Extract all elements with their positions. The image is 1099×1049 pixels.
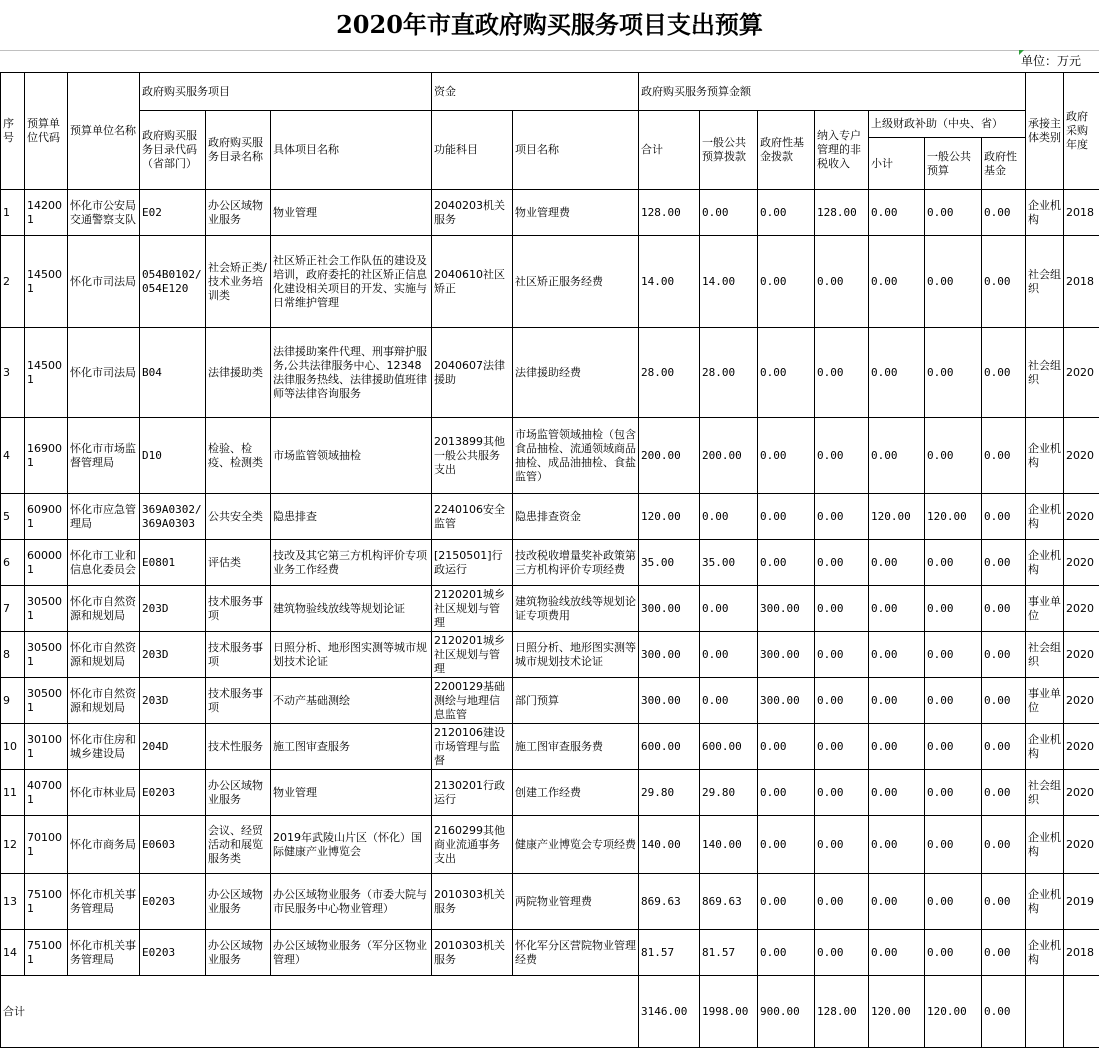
cell-unit-name: 怀化市自然资源和规划局 xyxy=(68,678,140,724)
cell-project-name: 怀化军分区营院物业管理经费 xyxy=(513,930,639,976)
cell-seq: 4 xyxy=(1,418,25,494)
cell-project: 隐患排查 xyxy=(271,494,432,540)
cell-general: 869.63 xyxy=(700,874,758,930)
header-superior-group: 上级财政补助（中央、省） xyxy=(869,111,1026,138)
cell-fund: 0.00 xyxy=(758,494,815,540)
cell-fund: 300.00 xyxy=(758,632,815,678)
cell-nontax: 0.00 xyxy=(815,816,869,874)
cell-subtotal: 0.00 xyxy=(869,418,925,494)
cell-sup-general: 0.00 xyxy=(925,770,982,816)
header-non-tax: 纳入专户管理的非税收入 xyxy=(815,111,869,190)
header-project-name: 项目名称 xyxy=(513,111,639,190)
cell-total: 14.00 xyxy=(639,236,700,328)
cell-fund: 0.00 xyxy=(758,724,815,770)
totals-sup-fund: 0.00 xyxy=(982,976,1026,1048)
header-gov-fund: 政府性基金拨款 xyxy=(758,111,815,190)
cell-dir-code: 204D xyxy=(140,724,206,770)
cell-undertaker: 企业机构 xyxy=(1026,930,1064,976)
cell-subtotal: 120.00 xyxy=(869,494,925,540)
cell-sup-general: 120.00 xyxy=(925,494,982,540)
cell-unit-code: 407001 xyxy=(25,770,68,816)
cell-sup-general: 0.00 xyxy=(925,190,982,236)
cell-undertaker: 社会组织 xyxy=(1026,328,1064,418)
cell-year: 2020 xyxy=(1064,328,1099,418)
cell-nontax: 0.00 xyxy=(815,494,869,540)
cell-unit-name: 怀化市机关事务管理局 xyxy=(68,874,140,930)
cell-func-subject: 2040610社区矫正 xyxy=(432,236,513,328)
cell-unit-code: 301001 xyxy=(25,724,68,770)
cell-project: 不动产基础测绘 xyxy=(271,678,432,724)
cell-sup-general: 0.00 xyxy=(925,586,982,632)
cell-general: 200.00 xyxy=(700,418,758,494)
cell-sup-fund: 0.00 xyxy=(982,930,1026,976)
cell-project-name: 法律援助经费 xyxy=(513,328,639,418)
cell-year: 2020 xyxy=(1064,586,1099,632)
cell-subtotal: 0.00 xyxy=(869,586,925,632)
cell-sup-general: 0.00 xyxy=(925,632,982,678)
cell-dir-code: E0801 xyxy=(140,540,206,586)
cell-sup-fund: 0.00 xyxy=(982,816,1026,874)
cell-project: 技改及其它第三方机构评价专项业务工作经费 xyxy=(271,540,432,586)
cell-fund: 0.00 xyxy=(758,418,815,494)
cell-subtotal: 0.00 xyxy=(869,678,925,724)
cell-sup-general: 0.00 xyxy=(925,328,982,418)
cell-seq: 13 xyxy=(1,874,25,930)
cell-project: 办公区域物业服务（市委大院与市民服务中心物业管理） xyxy=(271,874,432,930)
header-func-subject: 功能科目 xyxy=(432,111,513,190)
cell-sup-general: 0.00 xyxy=(925,874,982,930)
cell-project-name: 施工图审查服务费 xyxy=(513,724,639,770)
cell-general: 140.00 xyxy=(700,816,758,874)
header-group-project: 政府购买服务项目 xyxy=(140,73,432,111)
cell-seq: 12 xyxy=(1,816,25,874)
cell-subtotal: 0.00 xyxy=(869,930,925,976)
cell-dir-code: 054B0102/054E120 xyxy=(140,236,206,328)
table-row xyxy=(1,236,1099,328)
cell-dir-name: 技术性服务 xyxy=(206,724,271,770)
cell-seq: 7 xyxy=(1,586,25,632)
cell-seq: 5 xyxy=(1,494,25,540)
cell-unit-code: 701001 xyxy=(25,816,68,874)
cell-year: 2018 xyxy=(1064,236,1099,328)
cell-seq: 3 xyxy=(1,328,25,418)
cell-seq: 9 xyxy=(1,678,25,724)
cell-unit-name: 怀化市公安局交通警察支队 xyxy=(68,190,140,236)
totals-subtotal: 120.00 xyxy=(869,976,925,1048)
cell-unit-code: 145001 xyxy=(25,236,68,328)
cell-year: 2018 xyxy=(1064,190,1099,236)
cell-project: 建筑物验线放线等规划论证 xyxy=(271,586,432,632)
cell-general: 81.57 xyxy=(700,930,758,976)
header-subtotal: 小计 xyxy=(869,138,925,190)
cell-project: 2019年武陵山片区（怀化）国际健康产业博览会 xyxy=(271,816,432,874)
cell-sup-fund: 0.00 xyxy=(982,540,1026,586)
cell-func-subject: 2160299其他商业流通事务支出 xyxy=(432,816,513,874)
cell-total: 29.80 xyxy=(639,770,700,816)
cell-sup-general: 0.00 xyxy=(925,816,982,874)
cell-fund: 0.00 xyxy=(758,236,815,328)
header-dir-code: 政府购买服务目录代码（省部门） xyxy=(140,111,206,190)
cell-seq: 11 xyxy=(1,770,25,816)
cell-project-name: 社区矫正服务经费 xyxy=(513,236,639,328)
cell-nontax: 0.00 xyxy=(815,236,869,328)
cell-total: 300.00 xyxy=(639,678,700,724)
cell-sup-fund: 0.00 xyxy=(982,724,1026,770)
cell-dir-code: 203D xyxy=(140,678,206,724)
table-row xyxy=(1,770,1099,816)
cell-project: 物业管理 xyxy=(271,190,432,236)
cell-undertaker: 企业机构 xyxy=(1026,874,1064,930)
cell-unit-name: 怀化市自然资源和规划局 xyxy=(68,632,140,678)
cell-sup-fund: 0.00 xyxy=(982,494,1026,540)
cell-func-subject: 2040203机关服务 xyxy=(432,190,513,236)
cell-general: 0.00 xyxy=(700,190,758,236)
cell-nontax: 0.00 xyxy=(815,874,869,930)
cell-dir-name: 办公区域物业服务 xyxy=(206,874,271,930)
cell-year: 2020 xyxy=(1064,770,1099,816)
cell-year: 2018 xyxy=(1064,930,1099,976)
cell-year: 2020 xyxy=(1064,678,1099,724)
cell-unit-name: 怀化市商务局 xyxy=(68,816,140,874)
cell-dir-name: 技术服务事项 xyxy=(206,678,271,724)
cell-dir-code: E0603 xyxy=(140,816,206,874)
cell-subtotal: 0.00 xyxy=(869,540,925,586)
cell-sup-fund: 0.00 xyxy=(982,678,1026,724)
table-row xyxy=(1,874,1099,930)
cell-year: 2020 xyxy=(1064,494,1099,540)
cell-sup-general: 0.00 xyxy=(925,724,982,770)
cell-project-name: 物业管理费 xyxy=(513,190,639,236)
cell-seq: 2 xyxy=(1,236,25,328)
cell-year: 2019 xyxy=(1064,874,1099,930)
cell-func-subject: 2010303机关服务 xyxy=(432,874,513,930)
totals-general: 1998.00 xyxy=(700,976,758,1048)
cell-seq: 8 xyxy=(1,632,25,678)
cell-undertaker: 企业机构 xyxy=(1026,816,1064,874)
table-row xyxy=(1,540,1099,586)
cell-fund: 300.00 xyxy=(758,586,815,632)
cell-total: 120.00 xyxy=(639,494,700,540)
header-seq: 序号 xyxy=(1,73,25,190)
cell-unit-code: 142001 xyxy=(25,190,68,236)
cell-unit-name: 怀化市应急管理局 xyxy=(68,494,140,540)
table-body xyxy=(1,190,1099,976)
cell-unit-code: 305001 xyxy=(25,586,68,632)
cell-year: 2020 xyxy=(1064,418,1099,494)
header-group-funds: 资金 xyxy=(432,73,639,111)
table-row xyxy=(1,632,1099,678)
cell-dir-name: 办公区域物业服务 xyxy=(206,930,271,976)
cell-unit-code: 305001 xyxy=(25,632,68,678)
cell-fund: 0.00 xyxy=(758,930,815,976)
header-purchase-year: 政府采购年度 xyxy=(1064,73,1099,190)
totals-row xyxy=(1,976,1099,1048)
cell-unit-code: 600001 xyxy=(25,540,68,586)
cell-total: 600.00 xyxy=(639,724,700,770)
cell-general: 28.00 xyxy=(700,328,758,418)
cell-func-subject: 2120106建设市场管理与监督 xyxy=(432,724,513,770)
cell-undertaker: 企业机构 xyxy=(1026,190,1064,236)
cell-general: 0.00 xyxy=(700,586,758,632)
cell-sup-general: 0.00 xyxy=(925,236,982,328)
header-sup-fund: 政府性基金 xyxy=(982,138,1026,190)
cell-project-name: 创建工作经费 xyxy=(513,770,639,816)
cell-total: 28.00 xyxy=(639,328,700,418)
cell-nontax: 0.00 xyxy=(815,586,869,632)
cell-func-subject: 2010303机关服务 xyxy=(432,930,513,976)
cell-dir-code: 369A0302/369A0303 xyxy=(140,494,206,540)
cell-project-name: 两院物业管理费 xyxy=(513,874,639,930)
cell-unit-name: 怀化市市场监督管理局 xyxy=(68,418,140,494)
cell-dir-name: 法律援助类 xyxy=(206,328,271,418)
cell-fund: 0.00 xyxy=(758,540,815,586)
cell-func-subject: 2130201行政运行 xyxy=(432,770,513,816)
cell-dir-name: 技术服务事项 xyxy=(206,632,271,678)
cell-total: 200.00 xyxy=(639,418,700,494)
cell-subtotal: 0.00 xyxy=(869,190,925,236)
cell-sup-fund: 0.00 xyxy=(982,586,1026,632)
cell-undertaker: 企业机构 xyxy=(1026,540,1064,586)
cell-nontax: 0.00 xyxy=(815,418,869,494)
cell-fund: 0.00 xyxy=(758,328,815,418)
cell-project-name: 技改税收增量奖补政策第三方机构评价专项经费 xyxy=(513,540,639,586)
cell-unit-code: 609001 xyxy=(25,494,68,540)
cell-sup-general: 0.00 xyxy=(925,930,982,976)
cell-nontax: 0.00 xyxy=(815,540,869,586)
cell-dir-code: B04 xyxy=(140,328,206,418)
cell-sup-general: 0.00 xyxy=(925,418,982,494)
cell-unit-name: 怀化市林业局 xyxy=(68,770,140,816)
cell-sup-fund: 0.00 xyxy=(982,770,1026,816)
cell-sup-general: 0.00 xyxy=(925,540,982,586)
cell-sup-fund: 0.00 xyxy=(982,328,1026,418)
cell-project: 法律援助案件代理、刑事辩护服务,公共法律服务中心、12348法律服务热线、法律援助值班律师等法律咨询服务 xyxy=(271,328,432,418)
cell-func-subject: [2150501]行政运行 xyxy=(432,540,513,586)
cell-unit-code: 751001 xyxy=(25,874,68,930)
cell-year: 2020 xyxy=(1064,540,1099,586)
cell-sup-general: 0.00 xyxy=(925,678,982,724)
cell-unit-code: 169001 xyxy=(25,418,68,494)
header-sup-general: 一般公共预算 xyxy=(925,138,982,190)
cell-seq: 14 xyxy=(1,930,25,976)
cell-func-subject: 2040607法律援助 xyxy=(432,328,513,418)
cell-general: 29.80 xyxy=(700,770,758,816)
table-row xyxy=(1,190,1099,236)
totals-label: 合计 xyxy=(1,976,639,1048)
cell-undertaker: 企业机构 xyxy=(1026,724,1064,770)
cell-dir-name: 公共安全类 xyxy=(206,494,271,540)
cell-nontax: 0.00 xyxy=(815,678,869,724)
cell-sup-fund: 0.00 xyxy=(982,632,1026,678)
cell-fund: 0.00 xyxy=(758,770,815,816)
cell-undertaker: 社会组织 xyxy=(1026,632,1064,678)
cell-project: 社区矫正社会工作队伍的建设及培训，政府委托的社区矫正信息化建设相关项目的开发、实施与日常维护管理 xyxy=(271,236,432,328)
cell-dir-name: 办公区域物业服务 xyxy=(206,190,271,236)
cell-total: 128.00 xyxy=(639,190,700,236)
cell-project: 办公区域物业服务（军分区物业管理） xyxy=(271,930,432,976)
cell-project-name: 健康产业博览会专项经费 xyxy=(513,816,639,874)
cell-general: 0.00 xyxy=(700,494,758,540)
cell-sup-fund: 0.00 xyxy=(982,190,1026,236)
table-row xyxy=(1,328,1099,418)
cell-nontax: 0.00 xyxy=(815,632,869,678)
cell-unit-name: 怀化市司法局 xyxy=(68,236,140,328)
cell-subtotal: 0.00 xyxy=(869,632,925,678)
header-unit-name: 预算单位名称 xyxy=(68,73,140,190)
cell-year: 2020 xyxy=(1064,816,1099,874)
cell-total: 300.00 xyxy=(639,586,700,632)
cell-func-subject: 2013899其他一般公共服务支出 xyxy=(432,418,513,494)
cell-nontax: 0.00 xyxy=(815,770,869,816)
cell-unit-name: 怀化市自然资源和规划局 xyxy=(68,586,140,632)
cell-seq: 6 xyxy=(1,540,25,586)
table-row xyxy=(1,678,1099,724)
cell-subtotal: 0.00 xyxy=(869,874,925,930)
cell-dir-name: 技术服务事项 xyxy=(206,586,271,632)
table-row xyxy=(1,418,1099,494)
table-row xyxy=(1,586,1099,632)
table-row xyxy=(1,724,1099,770)
unit-label: 单位：万元 xyxy=(1021,54,1082,68)
cell-func-subject: 2200129基础测绘与地理信息监管 xyxy=(432,678,513,724)
cell-subtotal: 0.00 xyxy=(869,236,925,328)
cell-project: 市场监管领域抽检 xyxy=(271,418,432,494)
cell-dir-code: 203D xyxy=(140,632,206,678)
cell-project-name: 部门预算 xyxy=(513,678,639,724)
unit-row xyxy=(0,50,1099,72)
totals-nontax: 128.00 xyxy=(815,976,869,1048)
cell-project-name: 市场监管领域抽检（包含食品抽检、流通领域商品抽检、成品油抽检、食盐监管） xyxy=(513,418,639,494)
cell-fund: 300.00 xyxy=(758,678,815,724)
cell-unit-code: 145001 xyxy=(25,328,68,418)
cell-dir-name: 社会矫正类/技术业务培训类 xyxy=(206,236,271,328)
cell-dir-code: E0203 xyxy=(140,770,206,816)
header-total: 合计 xyxy=(639,111,700,190)
cell-fund: 0.00 xyxy=(758,874,815,930)
cell-general: 35.00 xyxy=(700,540,758,586)
cell-dir-name: 检验、检疫、检测类 xyxy=(206,418,271,494)
cell-total: 35.00 xyxy=(639,540,700,586)
cell-sup-fund: 0.00 xyxy=(982,874,1026,930)
cell-subtotal: 0.00 xyxy=(869,328,925,418)
cell-total: 300.00 xyxy=(639,632,700,678)
header-general-budget: 一般公共预算拨款 xyxy=(700,111,758,190)
header-specific-project: 具体项目名称 xyxy=(271,111,432,190)
cell-general: 14.00 xyxy=(700,236,758,328)
cell-project: 日照分析、地形图实测等城市规划技术论证 xyxy=(271,632,432,678)
cell-subtotal: 0.00 xyxy=(869,770,925,816)
header-dir-name: 政府购买服务目录名称 xyxy=(206,111,271,190)
cell-dir-code: 203D xyxy=(140,586,206,632)
table-row xyxy=(1,930,1099,976)
cell-unit-code: 751001 xyxy=(25,930,68,976)
cell-dir-code: D10 xyxy=(140,418,206,494)
totals-year-blank xyxy=(1064,976,1099,1048)
cell-dir-code: E02 xyxy=(140,190,206,236)
cell-seq: 1 xyxy=(1,190,25,236)
cell-project-name: 日照分析、地形图实测等城市规划技术论证 xyxy=(513,632,639,678)
cell-unit-name: 怀化市工业和信息化委员会 xyxy=(68,540,140,586)
header-group-amount: 政府购买服务预算金额 xyxy=(639,73,1026,111)
cell-general: 0.00 xyxy=(700,678,758,724)
cell-undertaker: 社会组织 xyxy=(1026,236,1064,328)
totals-sup-general: 120.00 xyxy=(925,976,982,1048)
cell-undertaker: 企业机构 xyxy=(1026,418,1064,494)
cell-subtotal: 0.00 xyxy=(869,724,925,770)
cell-unit-code: 305001 xyxy=(25,678,68,724)
cell-project: 物业管理 xyxy=(271,770,432,816)
cell-project-name: 建筑物验线放线等规划论证专项费用 xyxy=(513,586,639,632)
cell-nontax: 0.00 xyxy=(815,328,869,418)
cell-project: 施工图审查服务 xyxy=(271,724,432,770)
cell-project-name: 隐患排查资金 xyxy=(513,494,639,540)
cell-seq: 10 xyxy=(1,724,25,770)
cell-dir-name: 评估类 xyxy=(206,540,271,586)
cell-dir-code: E0203 xyxy=(140,874,206,930)
page-title: 2020年市直政府购买服务项目支出预算 xyxy=(0,0,1099,51)
cell-nontax: 0.00 xyxy=(815,724,869,770)
budget-table xyxy=(0,72,1099,1048)
cell-dir-code: E0203 xyxy=(140,930,206,976)
cell-unit-name: 怀化市司法局 xyxy=(68,328,140,418)
cell-unit-name: 怀化市机关事务管理局 xyxy=(68,930,140,976)
totals-fund: 900.00 xyxy=(758,976,815,1048)
cell-nontax: 128.00 xyxy=(815,190,869,236)
totals-total: 3146.00 xyxy=(639,976,700,1048)
cell-undertaker: 社会组织 xyxy=(1026,770,1064,816)
cell-func-subject: 2120201城乡社区规划与管理 xyxy=(432,632,513,678)
cell-year: 2020 xyxy=(1064,632,1099,678)
cell-total: 81.57 xyxy=(639,930,700,976)
header-unit-code: 预算单位代码 xyxy=(25,73,68,190)
cell-dir-name: 办公区域物业服务 xyxy=(206,770,271,816)
cell-nontax: 0.00 xyxy=(815,930,869,976)
cell-general: 600.00 xyxy=(700,724,758,770)
table-row xyxy=(1,816,1099,874)
cell-undertaker: 事业单位 xyxy=(1026,586,1064,632)
cell-dir-name: 会议、经贸活动和展览服务类 xyxy=(206,816,271,874)
cell-sup-fund: 0.00 xyxy=(982,418,1026,494)
table-row xyxy=(1,494,1099,540)
cell-sup-fund: 0.00 xyxy=(982,236,1026,328)
cell-undertaker: 企业机构 xyxy=(1026,494,1064,540)
cell-fund: 0.00 xyxy=(758,190,815,236)
header-undertaker: 承接主体类别 xyxy=(1026,73,1064,190)
cell-subtotal: 0.00 xyxy=(869,816,925,874)
cell-general: 0.00 xyxy=(700,632,758,678)
cell-total: 869.63 xyxy=(639,874,700,930)
totals-undertaker-blank xyxy=(1026,976,1064,1048)
cell-fund: 0.00 xyxy=(758,816,815,874)
cell-func-subject: 2240106安全监管 xyxy=(432,494,513,540)
cell-undertaker: 事业单位 xyxy=(1026,678,1064,724)
cell-func-subject: 2120201城乡社区规划与管理 xyxy=(432,586,513,632)
cell-unit-name: 怀化市住房和城乡建设局 xyxy=(68,724,140,770)
cell-year: 2020 xyxy=(1064,724,1099,770)
cell-total: 140.00 xyxy=(639,816,700,874)
